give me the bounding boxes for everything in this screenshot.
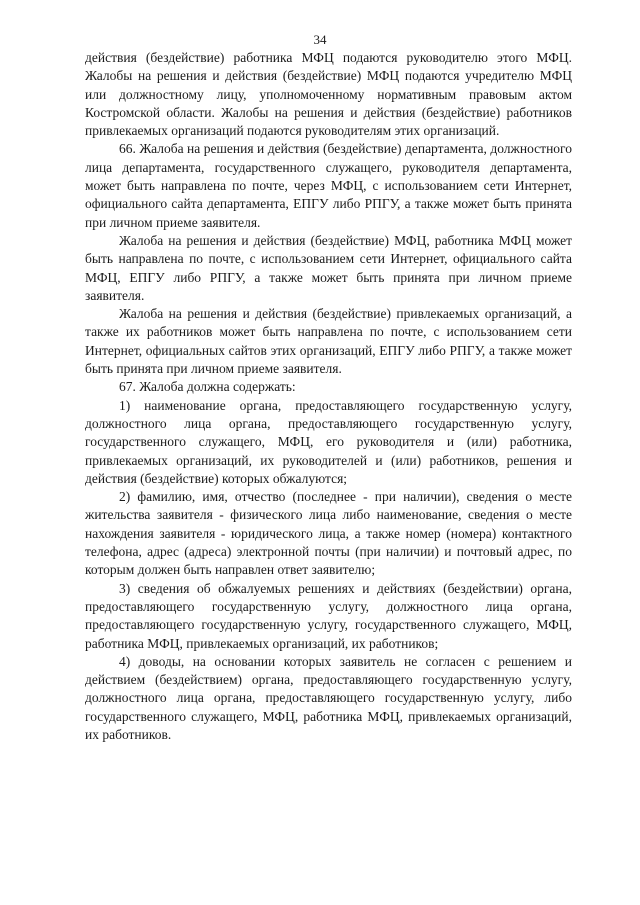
paragraph-67: 67. Жалоба должна содержать: [119,379,296,395]
list-item-2: 2) фамилию, имя, отчество (последнее - при наличии), сведения о месте жительства заявителя - физического лица либо наименование, сведения о месте нахождения заявителя - юридического лица, а также номер (номера) контактного телефона, адрес (адреса) электронной почты (при наличии) и почтовый адрес, по которым должен быть направлен ответ заявителю; [85,489,572,578]
list-item-4: 4) доводы, на основании которых заявитель не согласен с решением и действием (бездействием) органа, предоставляющего государственную услугу, должностного лица органа, предоставляющего государственную услугу, либо государственного служащего, МФЦ, работника МФЦ, привлекаемых организаций, их работников. [85,653,572,742]
paragraph-continuation: действия (бездействие) работника МФЦ подаются руководителю этого МФЦ. Жалобы на решения и действия (бездействие) МФЦ подаются учредителю МФЦ или должностному лицу, уполномоченному нормативным правовым актом Костромской области. Жалобы на решения и действия (бездействие) работников привлекаемых организаций подаются руководителям этих организаций. [85,50,572,139]
paragraph-mfc-complaint: Жалоба на решения и действия (бездействие) МФЦ, работника МФЦ может быть направлена по почте, с использованием сети Интернет, официального сайта МФЦ, ЕПГУ либо РПГУ, а также может быть принята при личном приеме заявителя. [85,232,572,303]
list-item-1: 1) наименование органа, предоставляющего государственную услугу, должностного лица органа, предоставляющего государственную услугу, государственного служащего, МФЦ, его руководителя и (или) работника, привлекаемых организаций, их руководителей и (или) работников, решения и действия (бездействие) которых обжалуются; [85,397,572,486]
paragraph-66: 66. Жалоба на решения и действия (бездействие) департамента, должностного лица департамента, государственного служащего, руководителя департамента, может быть направлена по почте, через МФЦ, с использованием сети Интернет, официального сайта департамента, ЕПГУ либо РПГУ, а также может быть принята при личном приеме заявителя. [85,141,572,230]
page-number: 34 [313,32,327,47]
list-item-3: 3) сведения об обжалуемых решениях и действиях (бездействии) органа, предоставляющего государственную услугу, должностного лица органа, предоставляющего государственную услугу, государственного служащего, МФЦ, работника МФЦ, привлекаемых организаций, их работников; [85,580,572,651]
paragraph-organizations-complaint: Жалоба на решения и действия (бездействие) привлекаемых организаций, а также их работников может быть направлена по почте, с использованием сети Интернет, официальных сайтов этих организаций, ЕПГУ либо РПГУ, а также может быть принята при личном приеме заявителя. [85,306,572,377]
document-body [85,49,572,744]
